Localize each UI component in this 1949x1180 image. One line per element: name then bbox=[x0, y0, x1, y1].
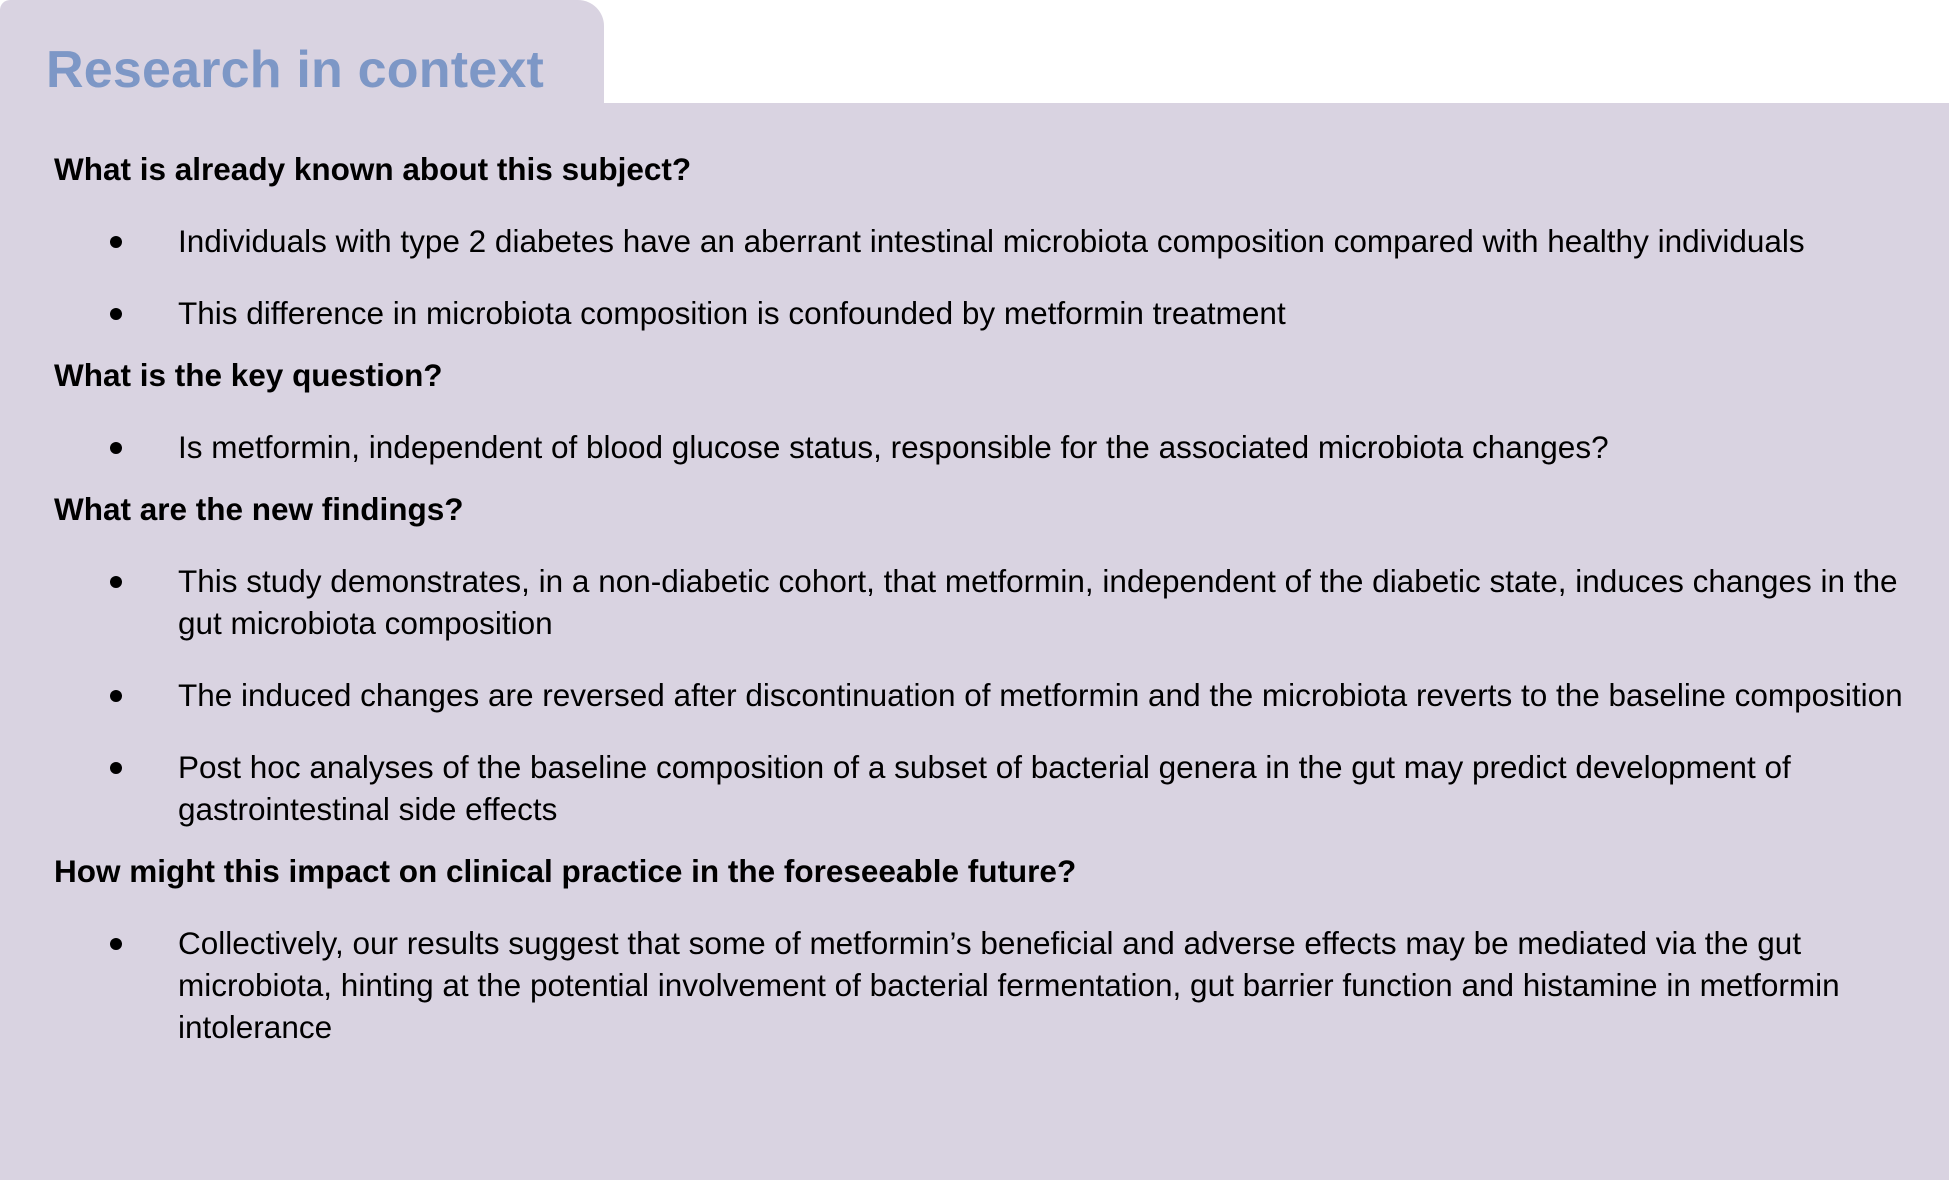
sections-container bbox=[54, 148, 1904, 1048]
bullet-icon bbox=[110, 762, 122, 774]
section-heading: What is already known about this subject? bbox=[54, 151, 692, 187]
bullet-text: Collectively, our results suggest that some of metformin’s beneficial and adverse effects may be mediated via the gut microbiota, hinting at the potential involvement of bacterial fermentation, gut barrier function and histamine in metformin intolerance bbox=[178, 925, 1840, 1045]
bullet-text: The induced changes are reversed after discontinuation of metformin and the microbiota reverts to the baseline composition bbox=[178, 677, 1903, 713]
bullet-list bbox=[54, 220, 1904, 334]
bullet-item bbox=[54, 922, 1904, 1048]
bullet-text: Is metformin, independent of blood glucose status, responsible for the associated microbiota changes? bbox=[178, 429, 1609, 465]
section-clinical-impact bbox=[54, 850, 1904, 1048]
section-key-question bbox=[54, 354, 1904, 468]
bullet-text: Individuals with type 2 diabetes have an aberrant intestinal microbiota composition compared with healthy individuals bbox=[178, 223, 1805, 259]
bullet-icon bbox=[110, 690, 122, 702]
box-title: Research in context bbox=[46, 41, 544, 99]
bullet-text: This study demonstrates, in a non-diabetic cohort, that metformin, independent of the diabetic state, induces changes in the gut microbiota composition bbox=[178, 563, 1898, 641]
bullet-list bbox=[54, 426, 1904, 468]
bullet-icon bbox=[110, 308, 122, 320]
bullet-item bbox=[54, 292, 1904, 334]
bullet-item bbox=[54, 674, 1904, 716]
title-tab bbox=[0, 0, 604, 112]
bullet-list bbox=[54, 922, 1904, 1048]
bullet-item bbox=[54, 746, 1904, 830]
bullet-icon bbox=[110, 938, 122, 950]
section-already-known bbox=[54, 148, 1904, 334]
section-heading: What is the key question? bbox=[54, 357, 443, 393]
bullet-list bbox=[54, 560, 1904, 830]
section-heading: What are the new findings? bbox=[54, 491, 464, 527]
section-heading: How might this impact on clinical practice in the foreseeable future? bbox=[54, 853, 1077, 889]
bullet-icon bbox=[110, 236, 122, 248]
bullet-icon bbox=[110, 442, 122, 454]
bullet-text: Post hoc analyses of the baseline composition of a subset of bacterial genera in the gut may predict development of gastrointestinal side effects bbox=[178, 749, 1791, 827]
content-panel bbox=[0, 103, 1949, 1180]
bullet-item bbox=[54, 426, 1904, 468]
bullet-item bbox=[54, 560, 1904, 644]
bullet-icon bbox=[110, 576, 122, 588]
bullet-text: This difference in microbiota composition is confounded by metformin treatment bbox=[178, 295, 1286, 331]
bullet-item bbox=[54, 220, 1904, 262]
section-new-findings bbox=[54, 488, 1904, 830]
